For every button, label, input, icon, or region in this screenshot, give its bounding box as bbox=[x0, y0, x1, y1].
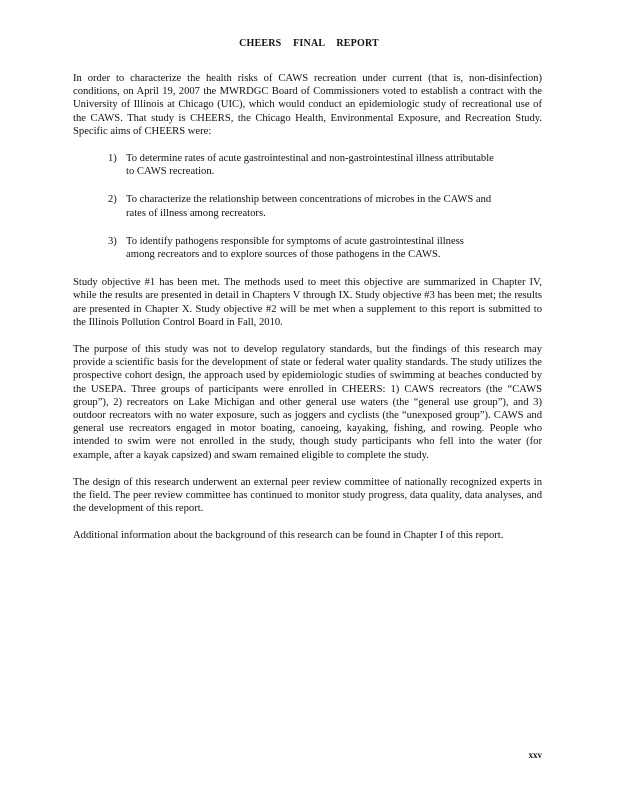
intro-paragraph: In order to characterize the health risks of CAWS recreation under current (that is, non-disinfection) conditions, on April 19, 2007 the MWRDGC Board of Commissioners voted to establish a contract with the University of Illinois at Chicago (UIC), which would conduct an epidemiologic study of recreational use of the CAWS. That study is CHEERS, the Chicago Health, Environmental Exposure, and Recreation Study. Specific aims of CHEERS were: bbox=[73, 73, 542, 137]
aims-list bbox=[73, 152, 542, 261]
aim-number: 1) bbox=[108, 153, 117, 165]
aim-number: 3) bbox=[108, 235, 117, 247]
purpose-paragraph: The purpose of this study was not to develop regulatory standards, but the findings of this research may provide a scientific basis for the development of state or federal water quality standards. The study utilizes the prospective cohort design, the approach used by epidemiologic studies of swimming at beaches conducted by the USEPA. Three groups of participants were enrolled in CHEERS: 1) CAWS recreators (the “CAWS group”), 2) recreators on Lake Michigan and other general use waters (the “general use group”), and 3) outdoor recreators with no water exposure, such as joggers and cyclists (the “unexposed group”). CAWS and general use recreators engaged in motor boating, canoeing, kayaking, fishing, and rowing. People who intended to swim were not enrolled in the study, though study participants who fell into the water (for example, after a kayak capsized) and swam remained eligible to complete the study. bbox=[73, 344, 542, 461]
aim-item-1 bbox=[108, 152, 542, 178]
aim-number: 2) bbox=[108, 194, 117, 206]
aim-text: To determine rates of acute gastrointestinal and non-gastrointestinal illness attributable bbox=[126, 153, 494, 165]
document-body bbox=[73, 72, 542, 557]
document-title: CHEERS FINAL REPORT bbox=[239, 38, 379, 49]
objectives-status-paragraph: Study objective #1 has been met. The methods used to meet this objective are summarized in Chapter IV, while the results are presented in detail in Chapters V through IX. Study objective #3 has been met; the results are presented in Chapter X. Study objective #2 will be met when a supplement to this report is submitted to the Illinois Pollution Control Board in Fall, 2010. bbox=[73, 277, 542, 328]
design-paragraph: The design of this research underwent an external peer review committee of nationally recognized experts in the field. The peer review committee has continued to monitor study progress, data quality, data analyses, and the development of this report. bbox=[73, 476, 542, 515]
aim-item-3 bbox=[108, 235, 542, 261]
additional-info-paragraph: Additional information about the background of this research can be found in Chapter I of this report. bbox=[73, 530, 504, 542]
aim-text-continued: rates of illness among recreators. bbox=[126, 207, 266, 219]
aim-item-2 bbox=[108, 193, 542, 219]
aim-text: To identify pathogens responsible for symptoms of acute gastrointestinal illness bbox=[126, 235, 464, 247]
aim-text-continued: to CAWS recreation. bbox=[126, 166, 215, 178]
aim-text-continued: among recreators and to explore sources of those pathogens in the CAWS. bbox=[126, 249, 441, 261]
aim-text: To characterize the relationship between concentrations of microbes in the CAWS and bbox=[126, 194, 492, 206]
page-number: xxv bbox=[528, 750, 542, 760]
